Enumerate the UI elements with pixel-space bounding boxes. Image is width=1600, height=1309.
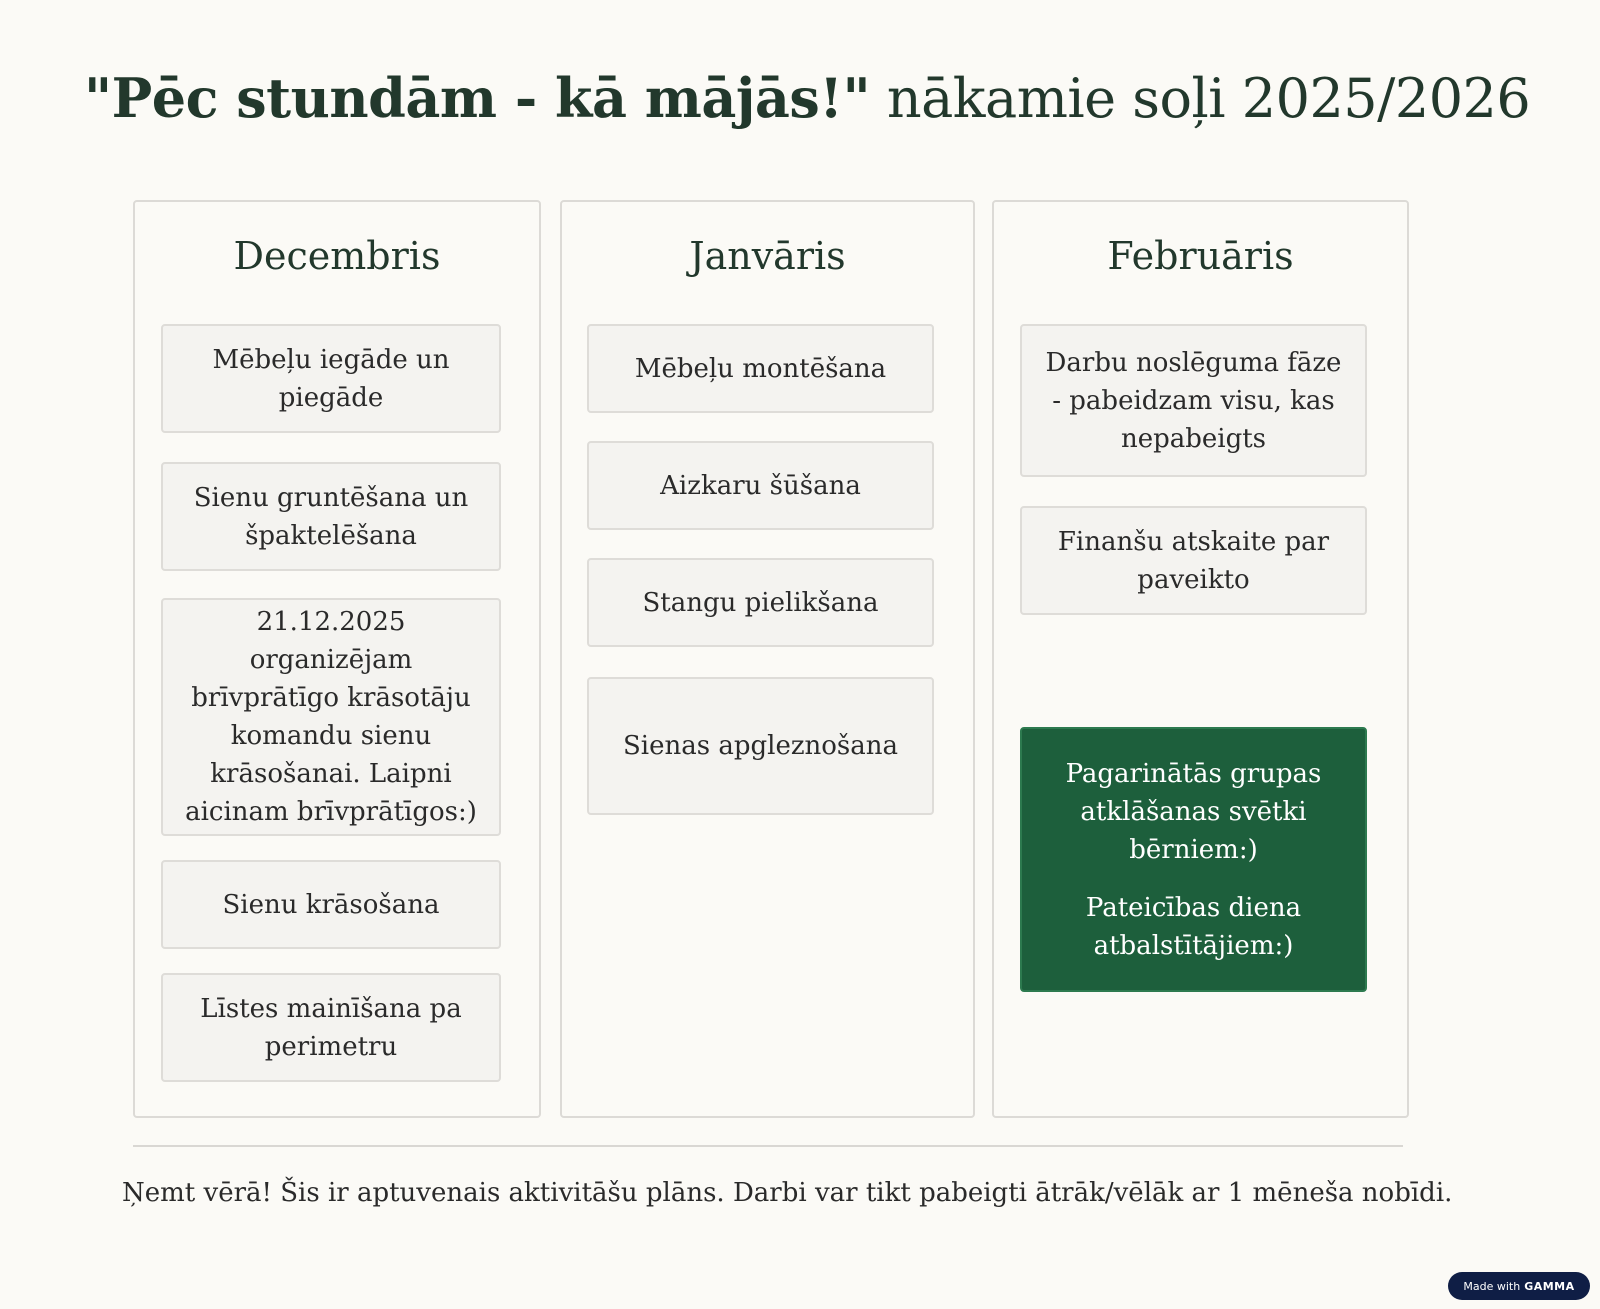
task-text: Aizkaru šūšana	[660, 470, 861, 501]
footnote: Ņemt vērā! Šis ir aptuvenais aktivitāšu plāns. Darbi var tikt pabeigti ātrāk/vēlāk ar 1 mēneša nobīdi.	[122, 1178, 1453, 1208]
task-card	[161, 860, 501, 949]
badge-prefix: Made with	[1463, 1279, 1521, 1293]
made-with-gamma-badge[interactable]	[1448, 1272, 1590, 1300]
month-column-january	[560, 200, 975, 1118]
month-column-december	[133, 200, 541, 1118]
highlight-card	[1020, 727, 1367, 992]
month-title: Februāris	[1107, 234, 1294, 278]
page-title-bold: "Pēc stundām - kā mājās!"	[84, 66, 871, 130]
task-text: Sienu gruntēšana un špaktelēšana	[193, 482, 469, 551]
task-text: Finanšu atskaite par paveikto	[1057, 526, 1330, 595]
highlight-line: Pagarinātās grupas atklāšanas svētki bērniem:)	[1065, 758, 1322, 865]
task-card	[587, 441, 934, 530]
highlight-line: Pateicības diena atbalstītājiem:)	[1085, 892, 1302, 961]
page-title-regular: nākamie soļi 2025/2026	[886, 67, 1531, 130]
task-card	[1020, 506, 1367, 615]
month-title: Janvāris	[689, 234, 846, 278]
divider	[133, 1145, 1403, 1147]
task-text: Sienu krāsošana	[222, 889, 440, 920]
task-card	[161, 462, 501, 571]
page-title	[84, 66, 1530, 132]
task-text: Mēbeļu montēšana	[634, 353, 887, 384]
task-text: Stangu pielikšana	[642, 587, 879, 618]
task-card	[161, 973, 501, 1082]
gamma-logo: GAMMA	[1524, 1279, 1575, 1293]
month-title: Decembris	[233, 234, 441, 278]
task-card	[161, 598, 501, 836]
task-card	[587, 558, 934, 647]
task-text: Darbu noslēguma fāze - pabeidzam visu, kas nepabeigts	[1045, 347, 1342, 454]
task-text: 21.12.2025 organizējam brīvprātīgo krāsotāju komandu sienu krāsošanai. Laipni aicinam brīvprātīgos:)	[185, 607, 477, 827]
task-card	[587, 677, 934, 815]
task-text: Mēbeļu iegāde un piegāde	[212, 344, 450, 413]
task-card	[1020, 324, 1367, 477]
task-text: Līstes mainīšana pa perimetru	[200, 993, 462, 1062]
month-column-february	[992, 200, 1409, 1118]
task-text: Sienas apgleznošana	[622, 731, 899, 761]
task-card	[161, 324, 501, 433]
task-card	[587, 324, 934, 413]
